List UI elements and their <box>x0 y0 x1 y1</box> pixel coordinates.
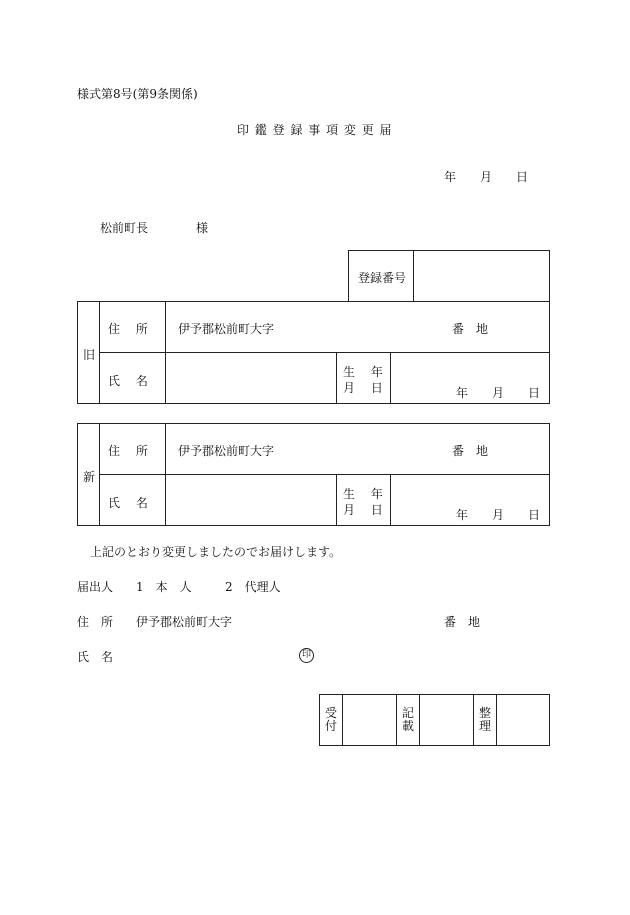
divider <box>419 694 420 746</box>
recipient-honorific: 様 <box>196 221 209 235</box>
old-section-label: 旧 <box>83 348 96 362</box>
page-title: 印 鑑 登 録 事 項 変 更 届 <box>237 123 393 137</box>
applicant-label: 届出人 <box>77 580 114 594</box>
old-birth-month: 月 <box>492 386 505 400</box>
applicant-banchi: 番 地 <box>444 615 481 629</box>
seal-mark: 印 <box>299 648 314 663</box>
old-name-label: 氏 名 <box>108 374 148 388</box>
applicant-address-label: 住 所 <box>77 615 114 629</box>
old-banchi: 番 地 <box>452 322 489 336</box>
old-address-label: 住 所 <box>108 322 148 336</box>
uketsuke-label: 受 付 <box>324 706 337 733</box>
new-birth-label-2: 月 日 <box>343 503 383 517</box>
divider <box>390 474 391 526</box>
old-name-field[interactable] <box>166 353 335 403</box>
applicant-name-label: 氏 名 <box>77 650 114 664</box>
divider <box>336 352 337 404</box>
old-birth-year: 年 <box>456 386 469 400</box>
divider <box>390 352 391 404</box>
new-name-label: 氏 名 <box>108 496 148 510</box>
new-name-field[interactable] <box>166 475 335 525</box>
old-birth-label-1: 生 年 <box>343 365 383 379</box>
applicant-option-agent[interactable]: 2 代理人 <box>225 580 281 594</box>
kisai-label: 記 載 <box>401 706 414 733</box>
recipient-name: 松前町長 <box>100 221 149 235</box>
applicant-option-self[interactable]: 1 本 人 <box>136 580 192 594</box>
new-birth-label-1: 生 年 <box>343 487 383 501</box>
registration-number-field[interactable] <box>414 251 548 301</box>
old-address-prefix: 伊予郡松前町大字 <box>178 322 275 336</box>
divider <box>496 694 497 746</box>
applicant-address-prefix: 伊予郡松前町大字 <box>136 615 233 629</box>
new-birth-month: 月 <box>492 508 505 522</box>
new-birth-day: 日 <box>528 508 541 522</box>
new-section-label: 新 <box>83 470 96 484</box>
old-birth-day: 日 <box>528 386 541 400</box>
divider <box>342 694 343 746</box>
office-use-box <box>319 694 550 746</box>
seiri-label: 整 理 <box>478 706 491 733</box>
divider <box>336 474 337 526</box>
new-address-prefix: 伊予郡松前町大字 <box>178 444 275 458</box>
divider <box>473 694 474 746</box>
date-month: 月 <box>480 170 493 184</box>
old-birth-label-2: 月 日 <box>343 381 383 395</box>
date-year: 年 <box>444 170 457 184</box>
form-number: 様式第8号(第9条関係) <box>77 87 198 101</box>
new-address-label: 住 所 <box>108 444 148 458</box>
date-day: 日 <box>516 170 529 184</box>
divider <box>396 694 397 746</box>
new-birth-year: 年 <box>456 508 469 522</box>
registration-number-label: 登録番号 <box>358 271 407 285</box>
new-banchi: 番 地 <box>452 444 489 458</box>
statement: 上記のとおり変更しましたのでお届けします。 <box>90 545 342 559</box>
